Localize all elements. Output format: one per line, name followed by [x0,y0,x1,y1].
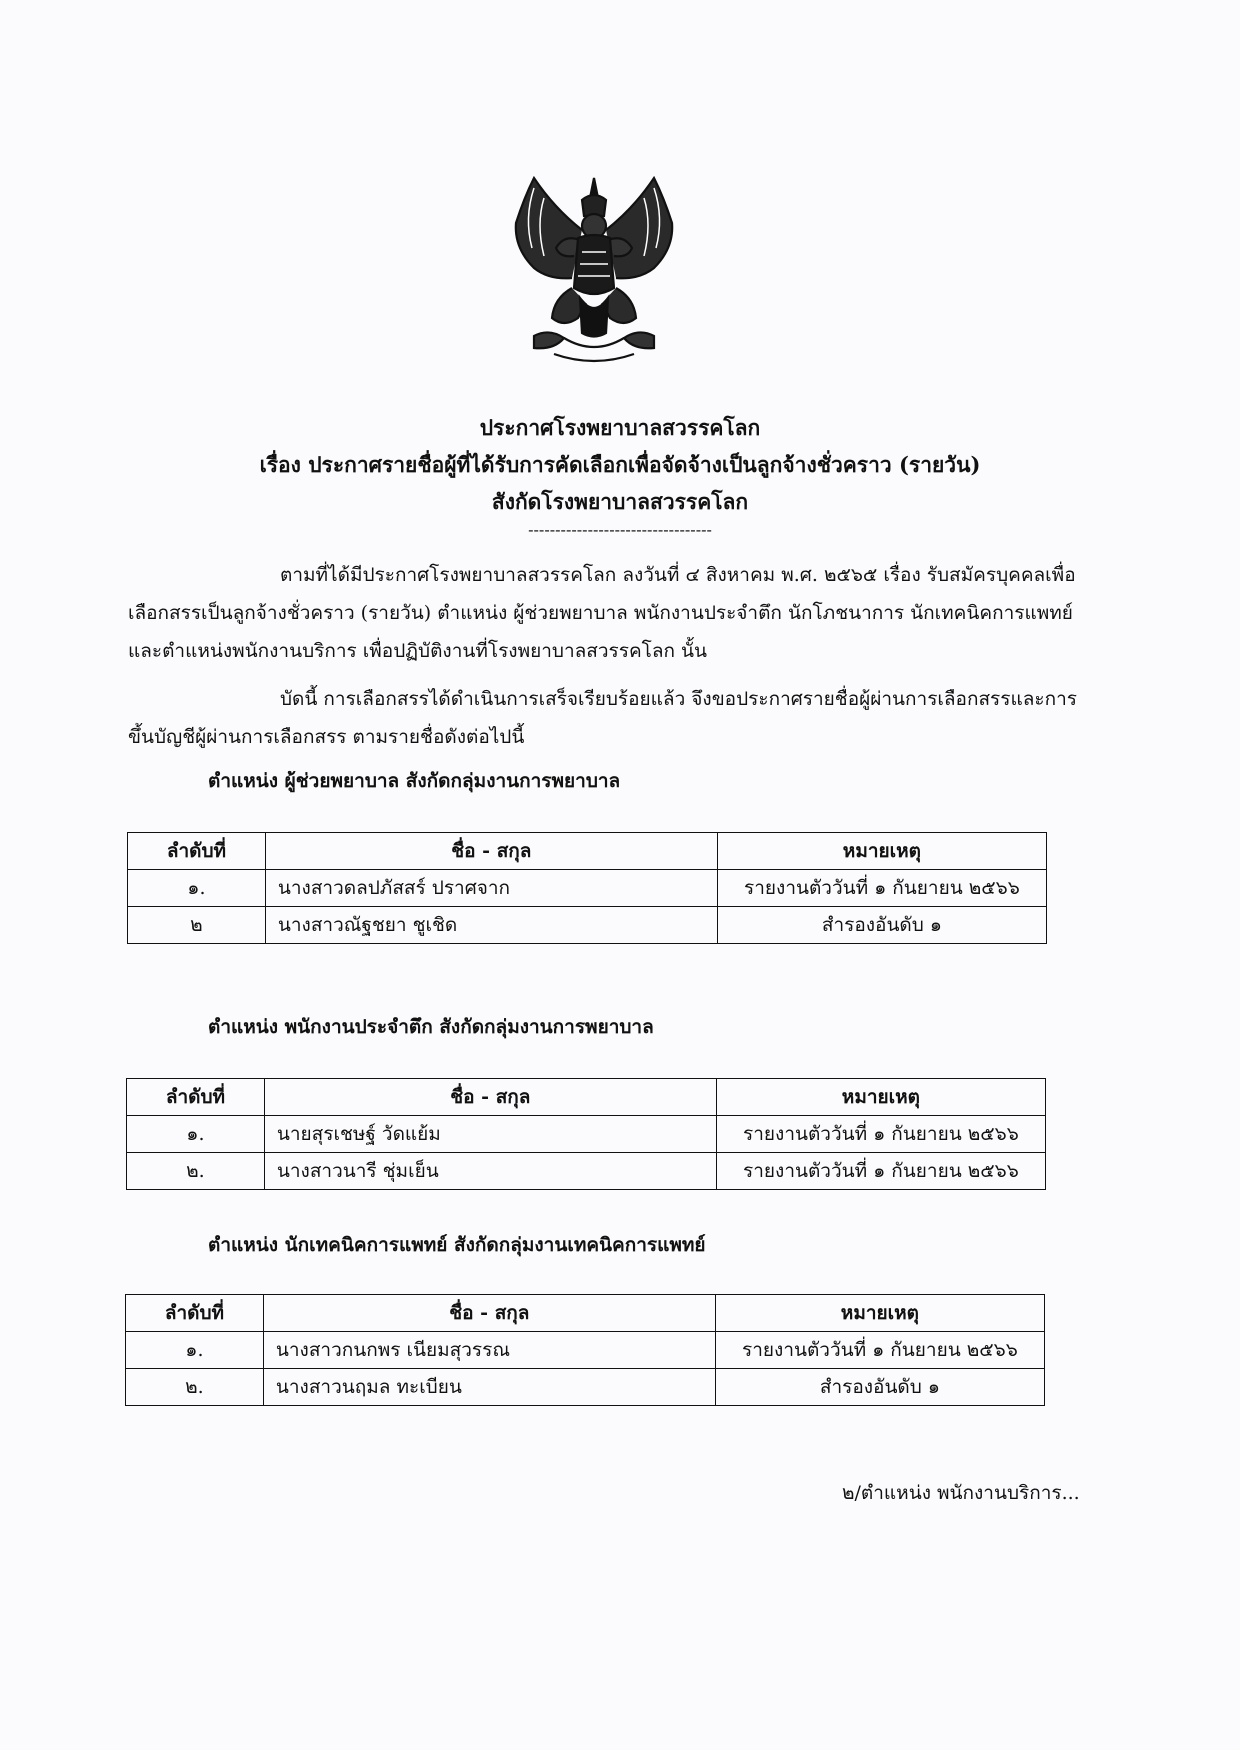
intro-paragraph-text: ตามที่ได้มีประกาศโรงพยาบาลสวรรคโลก ลงวันที่ ๔ สิงหาคม พ.ศ. ๒๕๖๕ เรื่อง รับสมัครบุคคลเพื่อเลือกสรรเป็นลูกจ้างชั่วคราว (รายวัน) ตำแหน่ง ผู้ช่วยพยาบาล พนักงานประจำตึก นักโภชนาการ นักเทคนิคการแพทย์ และตำแหน่งพนักงานบริการ เพื่อปฏิบัติงานที่โรงพยาบาลสวรรคโลก นั้น [128,564,1076,662]
column-header-name: ชื่อ - สกุล [263,1295,715,1332]
garuda-emblem-icon [494,168,694,378]
column-header-no: ลำดับที่ [128,833,266,870]
section-heading: ตำแหน่ง ผู้ช่วยพยาบาล สังกัดกลุ่มงานการพยาบาล [208,770,621,792]
column-header-no: ลำดับที่ [127,1079,265,1116]
section-heading: ตำแหน่ง นักเทคนิคการแพทย์ สังกัดกลุ่มงานเทคนิคการแพทย์ [208,1234,706,1256]
row-name: นางสาวนารี ชุ่มเย็น [264,1153,716,1190]
announcement-affiliation: สังกัดโรงพยาบาลสวรรคโลก [491,489,749,514]
row-number: ๒. [127,1153,265,1190]
results-table [125,1294,1045,1406]
row-number: ๒. [126,1369,264,1406]
announcement-subject: เรื่อง ประกาศรายชื่อผู้ที่ได้รับการคัดเลือกเพื่อจัดจ้างเป็นลูกจ้างชั่วคราว (รายวัน) [259,452,981,477]
table-row [128,870,1047,907]
row-number: ๑. [127,1116,265,1153]
announcement-title: ประกาศโรงพยาบาลสวรรคโลก [479,415,761,440]
results-table [126,1078,1046,1190]
column-header-name: ชื่อ - สกุล [264,1079,716,1116]
row-name: นางสาวดลปภัสสร์ ปราศจาก [265,870,717,907]
column-header-note: หมายเหตุ [715,1295,1044,1332]
column-header-name: ชื่อ - สกุล [265,833,717,870]
table-row [127,1116,1046,1153]
row-name: นายสุรเชษฐ์ วัดแย้ม [264,1116,716,1153]
page-continuation-note: ๒/ตำแหน่ง พนักงานบริการ... [842,1482,1080,1504]
row-name: นางสาวนฤมล ทะเบียน [263,1369,715,1406]
column-header-note: หมายเหตุ [717,833,1046,870]
row-number: ๒ [128,907,266,944]
row-number: ๑. [126,1332,264,1369]
title-divider: ---------------------------------- [528,520,712,539]
table-row [128,907,1047,944]
row-number: ๑. [128,870,266,907]
results-table [127,832,1047,944]
column-header-note: หมายเหตุ [716,1079,1045,1116]
row-note: สำรองอันดับ ๑ [715,1369,1044,1406]
result-paragraph [128,680,1100,756]
table-row [127,1153,1046,1190]
table-header-row [128,833,1047,870]
table-row [126,1369,1045,1406]
column-header-no: ลำดับที่ [126,1295,264,1332]
row-note: รายงานตัววันที่ ๑ กันยายน ๒๕๖๖ [716,1153,1045,1190]
result-paragraph-text: บัดนี้ การเลือกสรรได้ดำเนินการเสร็จเรียบร้อยแล้ว จึงขอประกาศรายชื่อผู้ผ่านการเลือกสรรและการขึ้นบัญชีผู้ผ่านการเลือกสรร ตามรายชื่อดังต่อไปนี้ [128,688,1077,748]
row-note: รายงานตัววันที่ ๑ กันยายน ๒๕๖๖ [715,1332,1044,1369]
table-header-row [127,1079,1046,1116]
table-row [126,1332,1045,1369]
row-note: รายงานตัววันที่ ๑ กันยายน ๒๕๖๖ [717,870,1046,907]
row-note: สำรองอันดับ ๑ [717,907,1046,944]
section-heading: ตำแหน่ง พนักงานประจำตึก สังกัดกลุ่มงานการพยาบาล [208,1016,654,1038]
row-name: นางสาวณัฐชยา ชูเชิด [265,907,717,944]
table-header-row [126,1295,1045,1332]
row-name: นางสาวกนกพร เนียมสุวรรณ [263,1332,715,1369]
intro-paragraph [128,556,1100,670]
row-note: รายงานตัววันที่ ๑ กันยายน ๒๕๖๖ [716,1116,1045,1153]
